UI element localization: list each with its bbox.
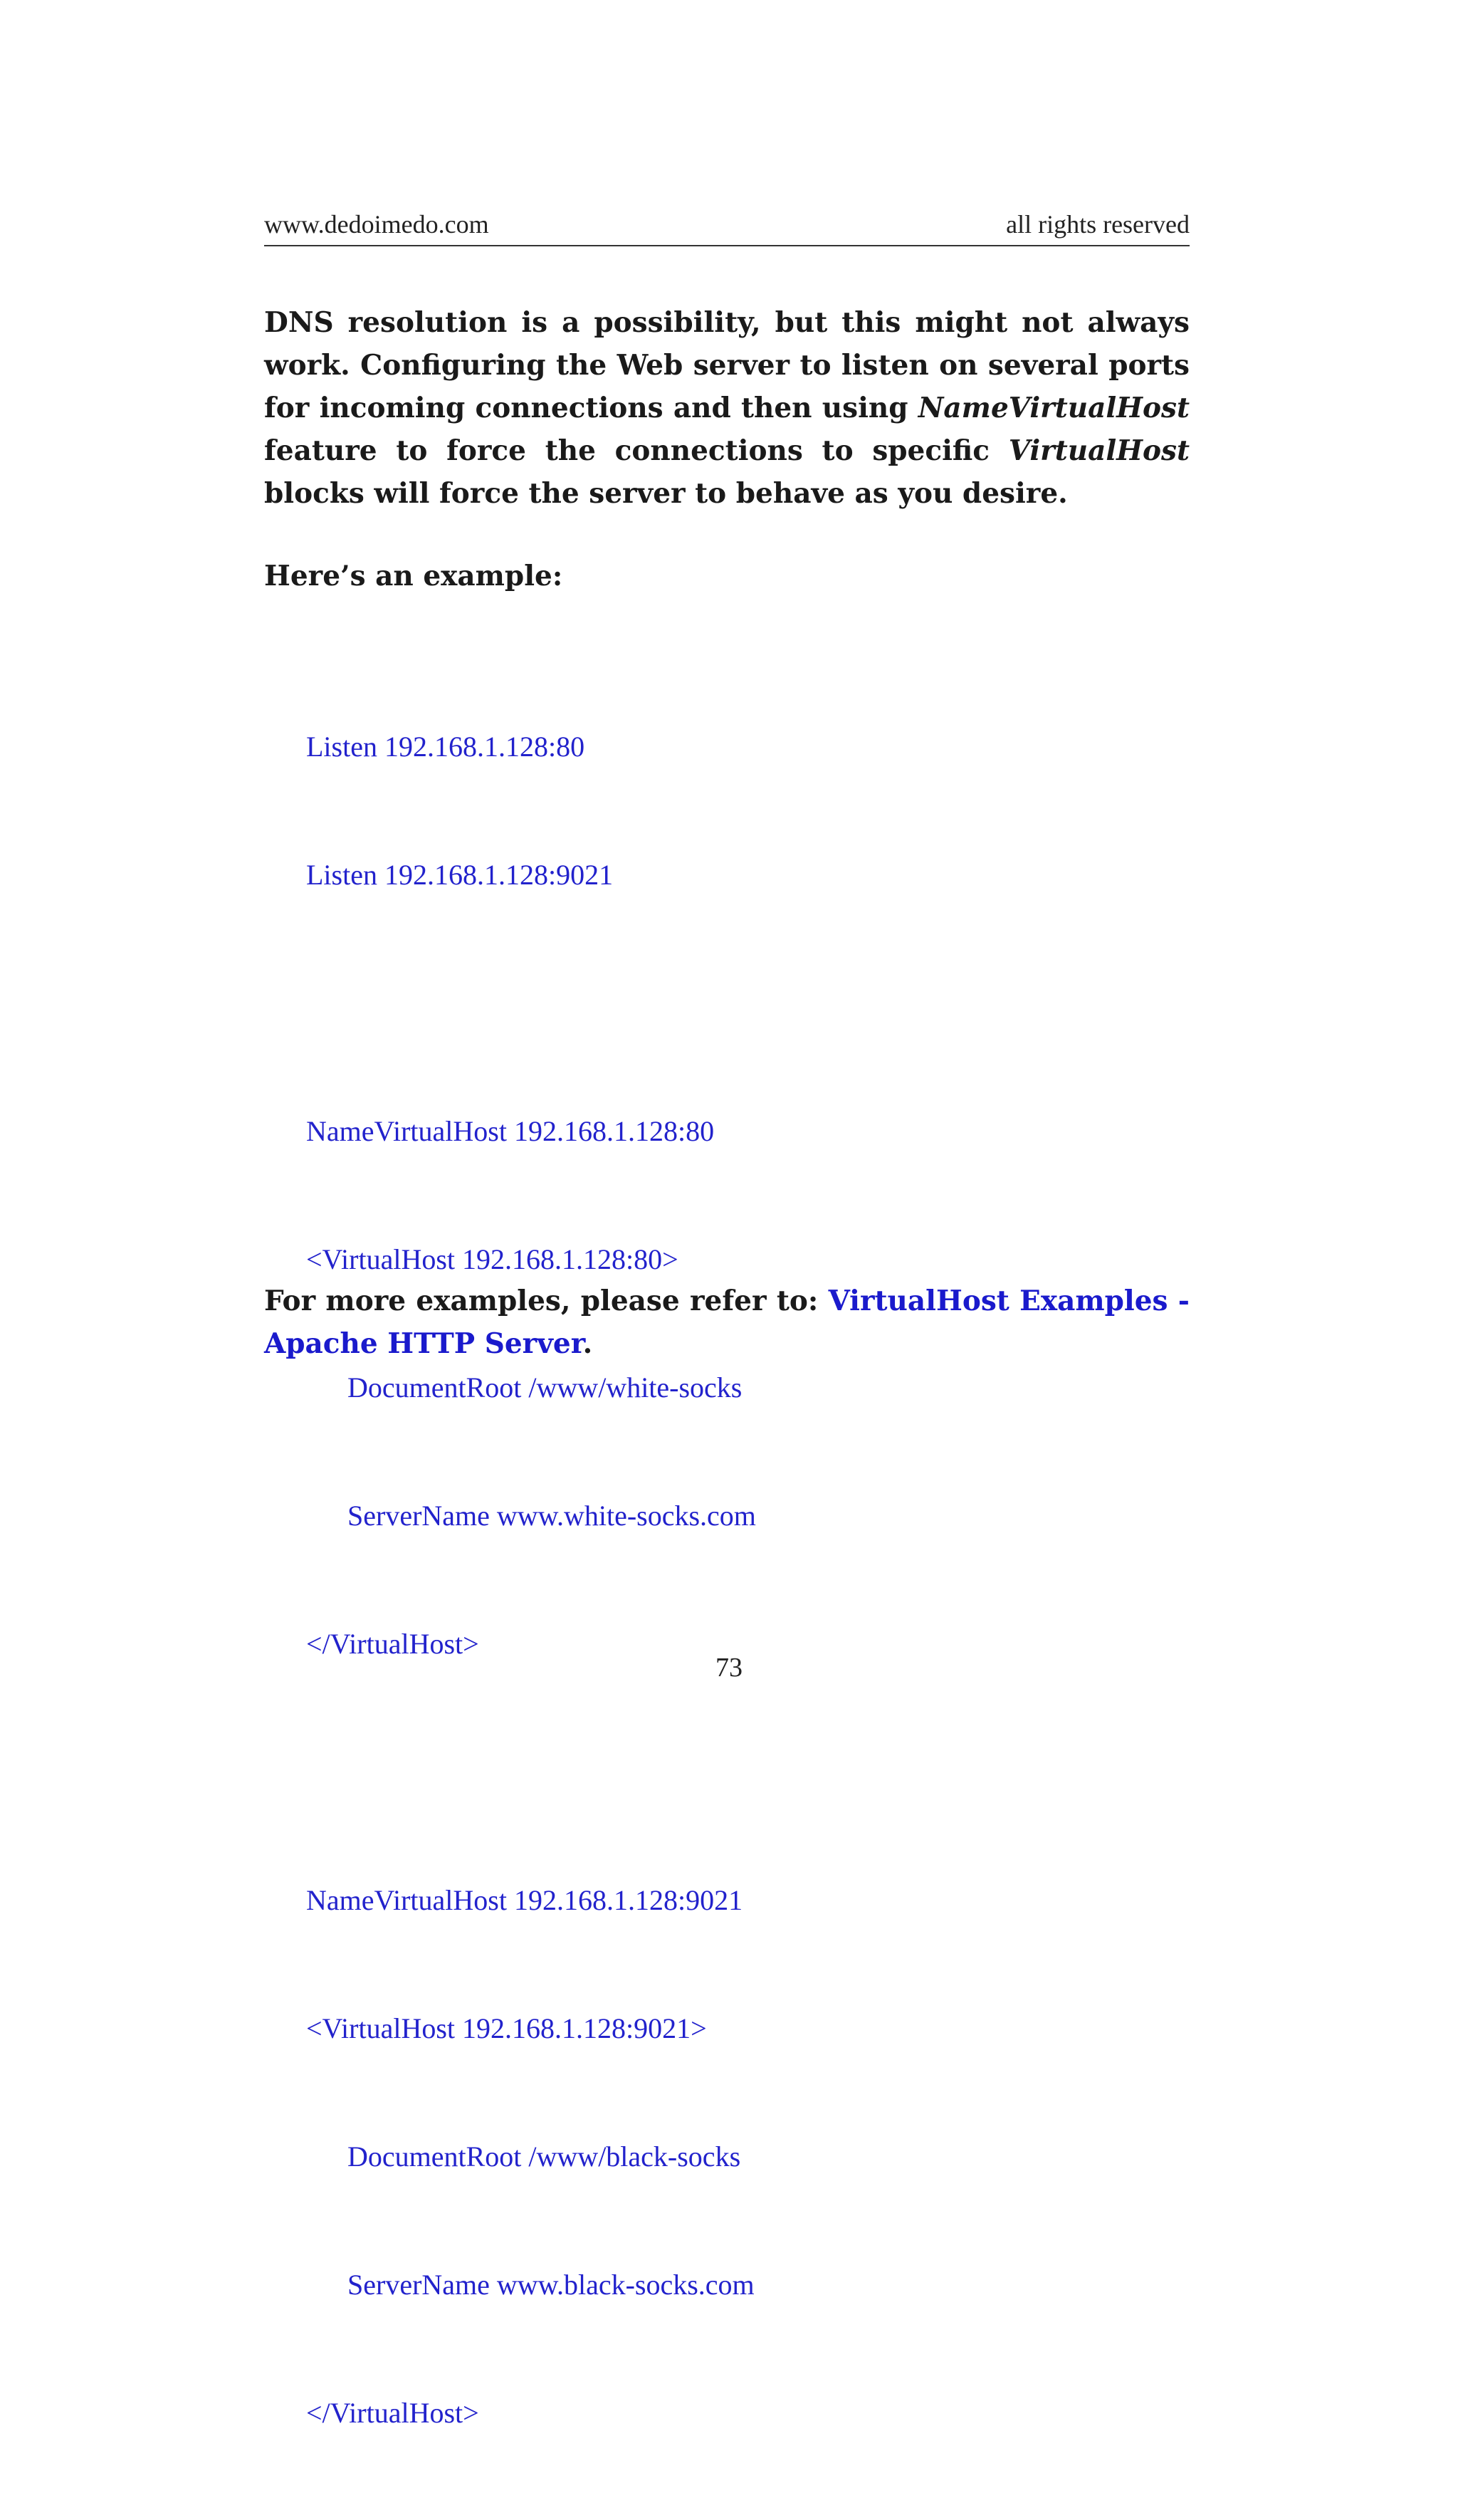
code-line: ServerName www.white-socks.com <box>347 1500 756 1532</box>
code-line: </VirtualHost> <box>306 1628 479 1660</box>
paragraph1-emphasis-namevirtualhost: NameVirtualHost <box>918 392 1190 424</box>
page-header <box>264 206 1190 246</box>
code-line: <VirtualHost 192.168.1.128:80> <box>306 1243 678 1275</box>
code-line: Listen 192.168.1.128:80 <box>306 731 585 763</box>
header-website: www.dedoimedo.com <box>264 210 489 239</box>
paragraph-example-intro: Here’s an example: <box>264 560 563 592</box>
paragraph1-text-b: feature to force the connections to specific <box>264 434 1009 467</box>
code-line: NameVirtualHost 192.168.1.128:80 <box>306 1115 715 1147</box>
paragraph-dns-resolution <box>264 301 1190 515</box>
paragraph3-prefix: For more examples, please refer to: <box>264 1285 829 1317</box>
virtualhost-examples-link[interactable]: VirtualHost Examples - Apache HTTP Server <box>264 1285 1190 1360</box>
paragraph1-emphasis-virtualhost: VirtualHost <box>1008 434 1190 467</box>
paragraph1-text-a: DNS resolution is a possibility, but this might not always work. Configuring the Web server to listen on several ports for incoming connections and then using <box>264 306 1190 424</box>
code-line: <VirtualHost 192.168.1.128:9021> <box>306 2012 707 2044</box>
page-number: 73 <box>715 1653 743 1683</box>
code-line: DocumentRoot /www/white-socks <box>347 1371 743 1403</box>
header-rights: all rights reserved <box>1006 210 1190 239</box>
paragraph-more-examples <box>264 1280 1190 1365</box>
code-line: </VirtualHost> <box>306 2397 479 2429</box>
paragraph1-text-c: blocks will force the server to behave as you desire. <box>264 477 1068 510</box>
code-line-blank <box>306 1751 756 1794</box>
code-line: DocumentRoot /www/black-socks <box>347 2140 741 2173</box>
code-line: ServerName www.black-socks.com <box>347 2269 755 2301</box>
code-line-blank <box>306 982 756 1025</box>
paragraph3-suffix: . <box>582 1327 593 1360</box>
code-block <box>306 640 756 2520</box>
code-line: Listen 192.168.1.128:9021 <box>306 859 614 891</box>
code-line: NameVirtualHost 192.168.1.128:9021 <box>306 1884 743 1916</box>
